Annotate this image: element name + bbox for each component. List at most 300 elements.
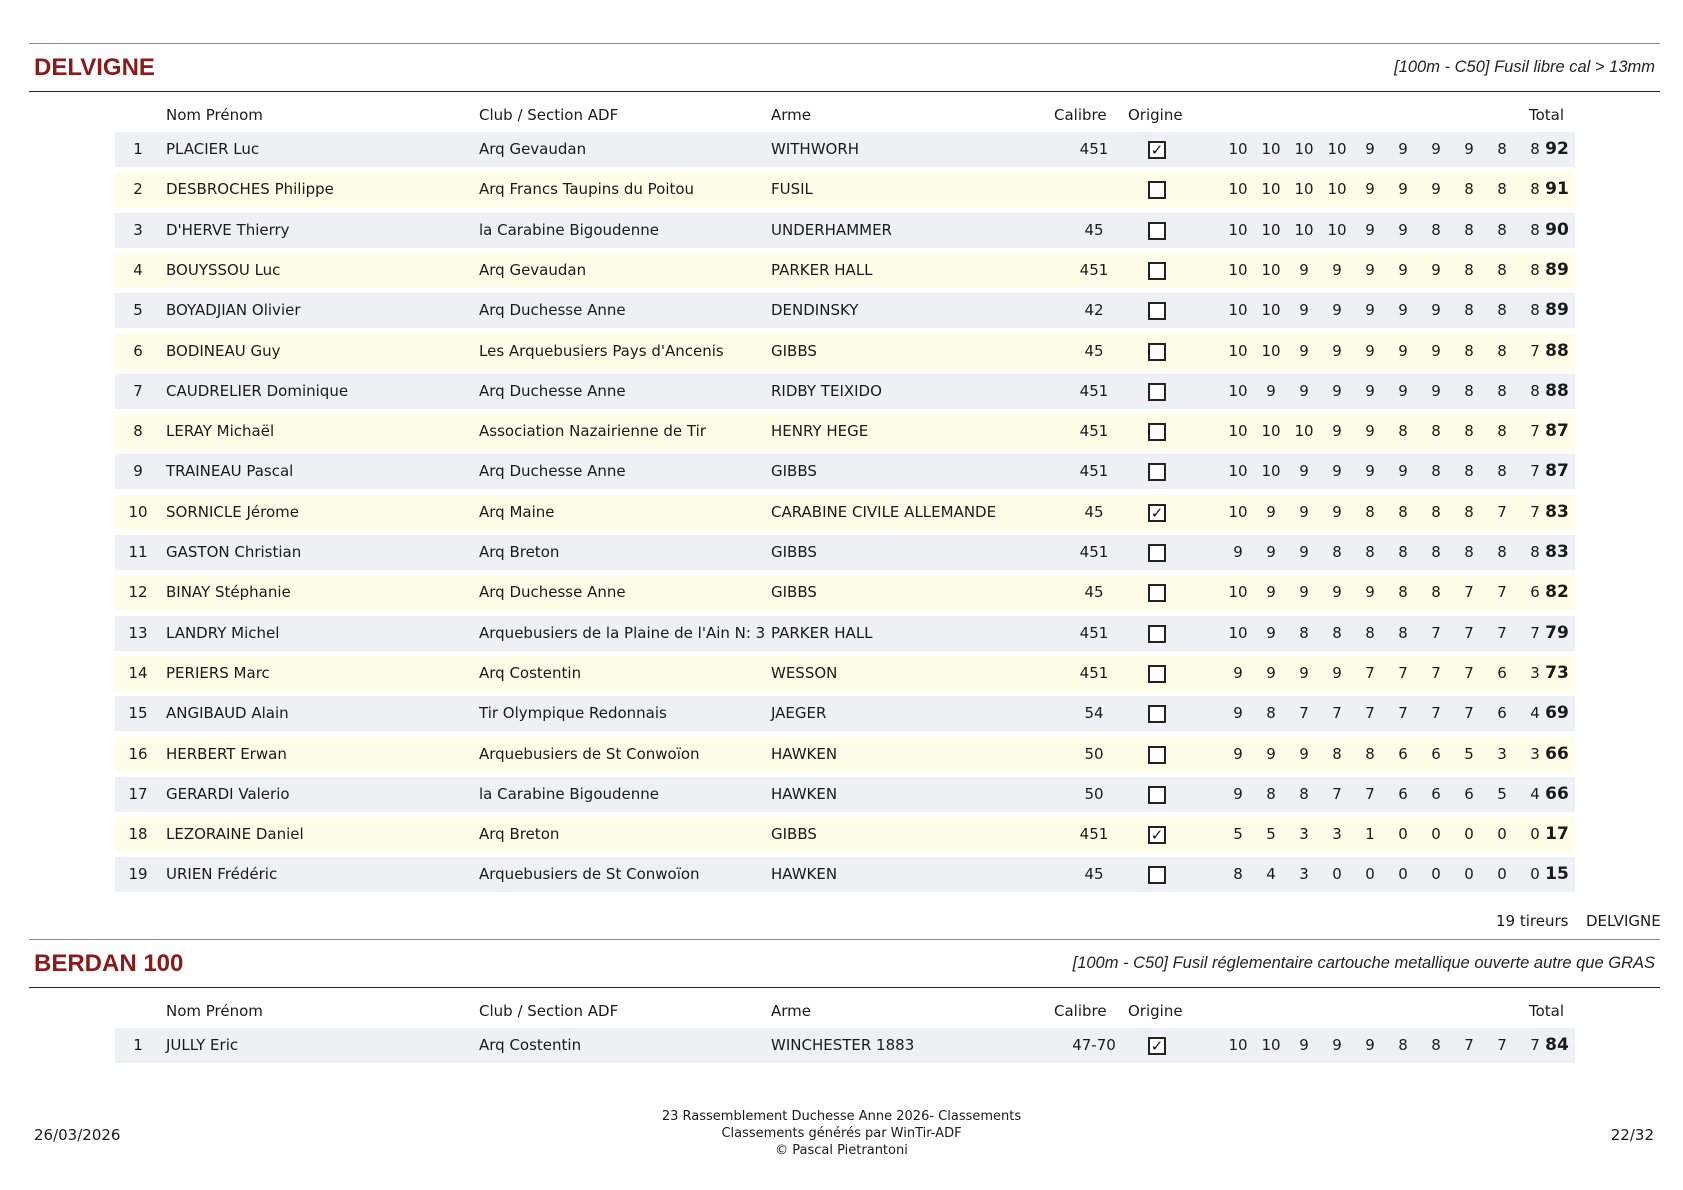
- shooter-name: SORNICLE Jérome: [166, 503, 299, 521]
- shot-score: 8: [1530, 301, 1540, 319]
- shooter-name: LANDRY Michel: [166, 624, 280, 642]
- weapon-cell: WINCHESTER 1883: [771, 1036, 915, 1054]
- table-row: [115, 172, 1575, 207]
- shot-score: 10: [1228, 422, 1248, 440]
- shot-score: 8: [1464, 543, 1474, 561]
- rank-cell: 3: [133, 221, 143, 239]
- shot-score: 8: [1497, 382, 1507, 400]
- shot-score: 3: [1332, 825, 1342, 843]
- total-score: 66: [1545, 744, 1569, 764]
- col-name-header: Nom Prénom: [166, 106, 263, 124]
- rank-cell: 18: [128, 825, 148, 843]
- table-row: [115, 696, 1575, 731]
- total-score: 84: [1545, 1035, 1569, 1055]
- table-row: [115, 737, 1575, 772]
- rank-cell: 6: [133, 342, 143, 360]
- club-cell: Tir Olympique Redonnais: [479, 704, 667, 722]
- shot-score: 8: [1431, 503, 1441, 521]
- shot-score: 10: [1228, 1036, 1248, 1054]
- calibre-cell: 54: [1084, 704, 1104, 722]
- shot-score: 8: [1497, 342, 1507, 360]
- shot-score: 10: [1294, 140, 1314, 158]
- shot-score: 8: [1530, 140, 1540, 158]
- shot-score: 6: [1497, 664, 1507, 682]
- shot-score: 7: [1530, 624, 1540, 642]
- club-cell: Arq Gevaudan: [479, 140, 587, 158]
- shot-score: 9: [1398, 221, 1408, 239]
- shot-score: 9: [1365, 180, 1375, 198]
- calibre-cell: 45: [1084, 583, 1104, 601]
- club-cell: Arq Duchesse Anne: [479, 462, 626, 480]
- origine-checkbox: [1148, 262, 1166, 280]
- shot-score: 10: [1294, 422, 1314, 440]
- section-header: [29, 43, 1660, 92]
- shot-score: 8: [1266, 785, 1276, 803]
- shot-score: 7: [1497, 1036, 1507, 1054]
- shot-score: 6: [1497, 704, 1507, 722]
- shot-score: 0: [1464, 825, 1474, 843]
- weapon-cell: HAWKEN: [771, 865, 838, 883]
- origine-checkbox-checked: ✓: [1148, 1037, 1166, 1055]
- shot-score: 7: [1365, 785, 1375, 803]
- club-cell: Arq Duchesse Anne: [479, 382, 626, 400]
- shot-score: 7: [1431, 704, 1441, 722]
- shot-score: 9: [1299, 342, 1309, 360]
- shot-score: 9: [1299, 301, 1309, 319]
- shot-score: 9: [1398, 261, 1408, 279]
- shot-score: 9: [1365, 261, 1375, 279]
- shot-score: 9: [1398, 462, 1408, 480]
- weapon-cell: GIBBS: [771, 583, 817, 601]
- shot-score: 10: [1261, 180, 1281, 198]
- shot-score: 0: [1431, 865, 1441, 883]
- shot-score: 7: [1530, 503, 1540, 521]
- shot-score: 10: [1228, 462, 1248, 480]
- origine-checkbox: [1148, 222, 1166, 240]
- calibre-cell: 451: [1079, 543, 1109, 561]
- shot-score: 9: [1365, 422, 1375, 440]
- shot-score: 10: [1228, 221, 1248, 239]
- section-footer-label: DELVIGNE: [1586, 912, 1661, 930]
- shot-score: 10: [1261, 140, 1281, 158]
- shot-score: 7: [1464, 1036, 1474, 1054]
- shot-score: 8: [1530, 382, 1540, 400]
- shot-score: 0: [1530, 825, 1540, 843]
- shot-score: 5: [1497, 785, 1507, 803]
- results-table: [29, 1028, 1660, 1066]
- club-cell: Association Nazairienne de Tir: [479, 422, 706, 440]
- shot-score: 9: [1431, 261, 1441, 279]
- shot-score: 9: [1332, 382, 1342, 400]
- shot-score: 5: [1233, 825, 1243, 843]
- shot-score: 10: [1327, 180, 1347, 198]
- shot-score: 8: [1431, 1036, 1441, 1054]
- shooter-name: BINAY Stéphanie: [166, 583, 291, 601]
- weapon-cell: DENDINSKY: [771, 301, 859, 319]
- table-row: [115, 817, 1575, 852]
- col-origine-header: Origine: [1128, 1002, 1183, 1020]
- rank-cell: 10: [128, 503, 148, 521]
- shot-score: 8: [1266, 704, 1276, 722]
- shot-score: 5: [1464, 745, 1474, 763]
- shot-score: 9: [1266, 745, 1276, 763]
- shot-score: 8: [1398, 1036, 1408, 1054]
- shot-score: 6: [1464, 785, 1474, 803]
- shooter-name: ANGIBAUD Alain: [166, 704, 289, 722]
- col-club-header: Club / Section ADF: [479, 1002, 619, 1020]
- shot-score: 0: [1464, 865, 1474, 883]
- shooter-name: PLACIER Luc: [166, 140, 260, 158]
- shot-score: 8: [1497, 462, 1507, 480]
- shot-score: 8: [1431, 221, 1441, 239]
- shot-score: 9: [1431, 180, 1441, 198]
- origine-checkbox: [1148, 665, 1166, 683]
- shot-score: 4: [1530, 785, 1540, 803]
- shot-score: 8: [1497, 140, 1507, 158]
- shot-score: 9: [1299, 543, 1309, 561]
- shot-score: 8: [1464, 382, 1474, 400]
- shot-score: 9: [1365, 221, 1375, 239]
- rank-cell: 1: [133, 1036, 143, 1054]
- club-cell: la Carabine Bigoudenne: [479, 221, 659, 239]
- shot-score: 10: [1327, 221, 1347, 239]
- col-calibre-header: Calibre: [1054, 106, 1107, 124]
- shot-score: 0: [1530, 865, 1540, 883]
- shot-score: 8: [1299, 785, 1309, 803]
- shot-score: 10: [1228, 140, 1248, 158]
- shot-score: 9: [1233, 745, 1243, 763]
- shot-score: 8: [1497, 180, 1507, 198]
- total-score: 92: [1545, 139, 1569, 159]
- shot-score: 9: [1365, 1036, 1375, 1054]
- shot-score: 9: [1266, 503, 1276, 521]
- shot-score: 8: [1332, 543, 1342, 561]
- shot-score: 3: [1299, 825, 1309, 843]
- shot-score: 8: [1398, 624, 1408, 642]
- shooter-name: LEZORAINE Daniel: [166, 825, 304, 843]
- shot-score: 1: [1365, 825, 1375, 843]
- rank-cell: 2: [133, 180, 143, 198]
- table-row: [115, 777, 1575, 812]
- shot-score: 8: [1497, 261, 1507, 279]
- shot-score: 9: [1332, 503, 1342, 521]
- club-cell: Arq Costentin: [479, 1036, 582, 1054]
- calibre-cell: 45: [1084, 865, 1104, 883]
- section-description: [100m - C50] Fusil libre cal > 13mm: [1394, 58, 1655, 76]
- weapon-cell: CARABINE CIVILE ALLEMANDE: [771, 503, 997, 521]
- shot-score: 10: [1261, 221, 1281, 239]
- shot-score: 3: [1299, 865, 1309, 883]
- shot-score: 10: [1228, 583, 1248, 601]
- print-date: 26/03/2026: [34, 1126, 121, 1144]
- shot-score: 9: [1299, 1036, 1309, 1054]
- col-total-header: Total: [1529, 1002, 1565, 1020]
- shooter-name: DESBROCHES Philippe: [166, 180, 334, 198]
- col-arme-header: Arme: [771, 106, 812, 124]
- col-total-header: Total: [1529, 106, 1565, 124]
- total-score: 87: [1545, 421, 1569, 441]
- total-score: 88: [1545, 341, 1569, 361]
- shot-score: 9: [1464, 140, 1474, 158]
- shot-score: 0: [1497, 865, 1507, 883]
- weapon-cell: GIBBS: [771, 825, 817, 843]
- shot-score: 9: [1299, 583, 1309, 601]
- shot-score: 0: [1398, 865, 1408, 883]
- shot-score: 8: [1431, 422, 1441, 440]
- section-title: DELVIGNE: [34, 54, 155, 81]
- shot-score: 8: [1464, 462, 1474, 480]
- table-row: [115, 1028, 1575, 1063]
- shot-score: 8: [1431, 462, 1441, 480]
- section-description: [100m - C50] Fusil réglementaire cartouche metallique ouverte autre que GRAS: [1072, 954, 1655, 972]
- origine-checkbox: [1148, 625, 1166, 643]
- shot-score: 8: [1464, 261, 1474, 279]
- shot-score: 10: [1261, 261, 1281, 279]
- shot-score: 7: [1332, 704, 1342, 722]
- origine-checkbox-checked: ✓: [1148, 826, 1166, 844]
- shooter-name: URIEN Frédéric: [166, 865, 278, 883]
- shot-score: 7: [1497, 583, 1507, 601]
- origine-checkbox: [1148, 544, 1166, 562]
- table-row: [115, 293, 1575, 328]
- weapon-cell: WESSON: [771, 664, 838, 682]
- shot-score: 8: [1398, 503, 1408, 521]
- shot-score: 6: [1530, 583, 1540, 601]
- col-name-header: Nom Prénom: [166, 1002, 263, 1020]
- shot-score: 9: [1332, 261, 1342, 279]
- shot-score: 7: [1530, 462, 1540, 480]
- shot-score: 9: [1332, 301, 1342, 319]
- shot-score: 7: [1431, 624, 1441, 642]
- club-cell: Arq Maine: [479, 503, 555, 521]
- column-headers: [29, 988, 1660, 1028]
- total-score: 82: [1545, 582, 1569, 602]
- rank-cell: 1: [133, 140, 143, 158]
- shot-score: 7: [1299, 704, 1309, 722]
- club-cell: la Carabine Bigoudenne: [479, 785, 659, 803]
- shooter-name: GERARDI Valerio: [166, 785, 290, 803]
- shot-score: 9: [1233, 664, 1243, 682]
- shot-score: 8: [1398, 543, 1408, 561]
- shot-score: 9: [1266, 382, 1276, 400]
- shot-score: 7: [1497, 503, 1507, 521]
- shot-score: 8: [1464, 422, 1474, 440]
- shot-score: 7: [1464, 664, 1474, 682]
- shot-score: 9: [1299, 503, 1309, 521]
- origine-checkbox: [1148, 383, 1166, 401]
- shot-score: 9: [1233, 785, 1243, 803]
- shot-score: 9: [1365, 382, 1375, 400]
- origine-checkbox: [1148, 866, 1166, 884]
- weapon-cell: GIBBS: [771, 543, 817, 561]
- origine-checkbox-checked: ✓: [1148, 141, 1166, 159]
- shot-score: 9: [1398, 140, 1408, 158]
- shot-score: 8: [1464, 342, 1474, 360]
- shot-score: 9: [1332, 462, 1342, 480]
- total-score: 69: [1545, 703, 1569, 723]
- section-footer: [29, 890, 1660, 928]
- weapon-cell: UNDERHAMMER: [771, 221, 892, 239]
- shot-score: 7: [1497, 624, 1507, 642]
- shot-score: 10: [1228, 301, 1248, 319]
- shooter-name: GASTON Christian: [166, 543, 302, 561]
- shot-score: 10: [1228, 342, 1248, 360]
- calibre-cell: 451: [1079, 382, 1109, 400]
- shot-score: 10: [1261, 342, 1281, 360]
- shot-score: 6: [1431, 745, 1441, 763]
- total-score: 87: [1545, 461, 1569, 481]
- shot-score: 10: [1261, 462, 1281, 480]
- shot-score: 9: [1233, 704, 1243, 722]
- shot-score: 10: [1228, 382, 1248, 400]
- calibre-cell: 50: [1084, 745, 1104, 763]
- column-headers: [29, 92, 1660, 132]
- table-row: [115, 374, 1575, 409]
- shooter-name: CAUDRELIER Dominique: [166, 382, 349, 400]
- shot-score: 9: [1398, 382, 1408, 400]
- shot-score: 7: [1464, 704, 1474, 722]
- rank-cell: 11: [128, 543, 148, 561]
- shot-score: 9: [1299, 664, 1309, 682]
- shot-score: 0: [1431, 825, 1441, 843]
- club-cell: Arq Breton: [479, 543, 560, 561]
- total-score: 83: [1545, 542, 1569, 562]
- total-score: 79: [1545, 623, 1569, 643]
- shooter-name: BODINEAU Guy: [166, 342, 281, 360]
- table-row: [115, 414, 1575, 449]
- shooter-name: JULLY Eric: [166, 1036, 239, 1054]
- club-cell: Arquebusiers de St Conwoïon: [479, 865, 700, 883]
- shot-score: 8: [1299, 624, 1309, 642]
- calibre-cell: 42: [1084, 301, 1104, 319]
- total-score: 90: [1545, 220, 1569, 240]
- origine-checkbox: [1148, 343, 1166, 361]
- section-delvigne: [29, 43, 1660, 928]
- club-cell: Les Arquebusiers Pays d'Ancenis: [479, 342, 724, 360]
- shot-score: 8: [1530, 261, 1540, 279]
- shot-score: 9: [1299, 462, 1309, 480]
- shot-score: 8: [1365, 745, 1375, 763]
- shot-score: 8: [1332, 624, 1342, 642]
- shot-score: 8: [1365, 624, 1375, 642]
- shot-score: 8: [1332, 745, 1342, 763]
- shot-score: 9: [1332, 664, 1342, 682]
- shot-score: 9: [1431, 342, 1441, 360]
- total-score: 83: [1545, 502, 1569, 522]
- shot-score: 9: [1431, 301, 1441, 319]
- shot-score: 8: [1464, 503, 1474, 521]
- weapon-cell: HAWKEN: [771, 785, 838, 803]
- shot-score: 3: [1530, 664, 1540, 682]
- total-score: 89: [1545, 300, 1569, 320]
- table-row: [115, 495, 1575, 530]
- total-score: 17: [1545, 824, 1569, 844]
- shot-score: 7: [1332, 785, 1342, 803]
- shot-score: 7: [1464, 583, 1474, 601]
- club-cell: Arq Francs Taupins du Poitou: [479, 180, 695, 198]
- shooter-name: BOYADJIAN Olivier: [166, 301, 301, 319]
- shot-score: 10: [1327, 140, 1347, 158]
- total-score: 89: [1545, 260, 1569, 280]
- table-row: [115, 253, 1575, 288]
- weapon-cell: GIBBS: [771, 342, 817, 360]
- shot-score: 8: [1464, 221, 1474, 239]
- shot-score: 9: [1398, 180, 1408, 198]
- shot-score: 9: [1365, 583, 1375, 601]
- shot-score: 0: [1332, 865, 1342, 883]
- weapon-cell: RIDBY TEIXIDO: [771, 382, 882, 400]
- shot-score: 8: [1497, 221, 1507, 239]
- rank-cell: 14: [128, 664, 148, 682]
- calibre-cell: 451: [1079, 462, 1109, 480]
- shot-score: 7: [1530, 342, 1540, 360]
- weapon-cell: PARKER HALL: [771, 624, 873, 642]
- shot-score: 8: [1497, 422, 1507, 440]
- calibre-cell: 451: [1079, 422, 1109, 440]
- club-cell: Arq Breton: [479, 825, 560, 843]
- footer-copyright: © Pascal Pietrantoni: [775, 1143, 908, 1158]
- shot-score: 7: [1431, 664, 1441, 682]
- club-cell: Arquebusiers de St Conwoïon: [479, 745, 700, 763]
- shot-score: 9: [1365, 140, 1375, 158]
- table-row: [115, 616, 1575, 651]
- shot-score: 8: [1530, 221, 1540, 239]
- shot-score: 8: [1464, 180, 1474, 198]
- rank-cell: 15: [128, 704, 148, 722]
- shot-score: 7: [1365, 704, 1375, 722]
- shot-score: 10: [1228, 180, 1248, 198]
- shot-score: 9: [1398, 342, 1408, 360]
- calibre-cell: 45: [1084, 221, 1104, 239]
- shot-score: 8: [1497, 543, 1507, 561]
- calibre-cell: 451: [1079, 140, 1109, 158]
- shooter-count: 19 tireurs: [1496, 912, 1569, 930]
- col-origine-header: Origine: [1128, 106, 1183, 124]
- total-score: 66: [1545, 784, 1569, 804]
- calibre-cell: 45: [1084, 503, 1104, 521]
- origine-checkbox: [1148, 705, 1166, 723]
- shot-score: 6: [1431, 785, 1441, 803]
- origine-checkbox: [1148, 463, 1166, 481]
- shot-score: 9: [1365, 462, 1375, 480]
- shot-score: 10: [1294, 221, 1314, 239]
- club-cell: Arq Duchesse Anne: [479, 301, 626, 319]
- weapon-cell: GIBBS: [771, 462, 817, 480]
- shot-score: 8: [1365, 503, 1375, 521]
- section-berdan-100: [29, 939, 1660, 1066]
- table-row: [115, 132, 1575, 167]
- shot-score: 8: [1464, 301, 1474, 319]
- rank-cell: 8: [133, 422, 143, 440]
- total-score: 88: [1545, 381, 1569, 401]
- shot-score: 6: [1398, 745, 1408, 763]
- rank-cell: 17: [128, 785, 148, 803]
- section-header: [29, 939, 1660, 988]
- table-row: [115, 334, 1575, 369]
- calibre-cell: 50: [1084, 785, 1104, 803]
- calibre-cell: 45: [1084, 342, 1104, 360]
- shot-score: 9: [1431, 382, 1441, 400]
- rank-cell: 9: [133, 462, 143, 480]
- shot-score: 3: [1530, 745, 1540, 763]
- table-row: [115, 454, 1575, 489]
- shot-score: 4: [1530, 704, 1540, 722]
- shot-score: 0: [1497, 825, 1507, 843]
- shot-score: 8: [1398, 583, 1408, 601]
- table-row: [115, 575, 1575, 610]
- shot-score: 9: [1233, 543, 1243, 561]
- origine-checkbox: [1148, 302, 1166, 320]
